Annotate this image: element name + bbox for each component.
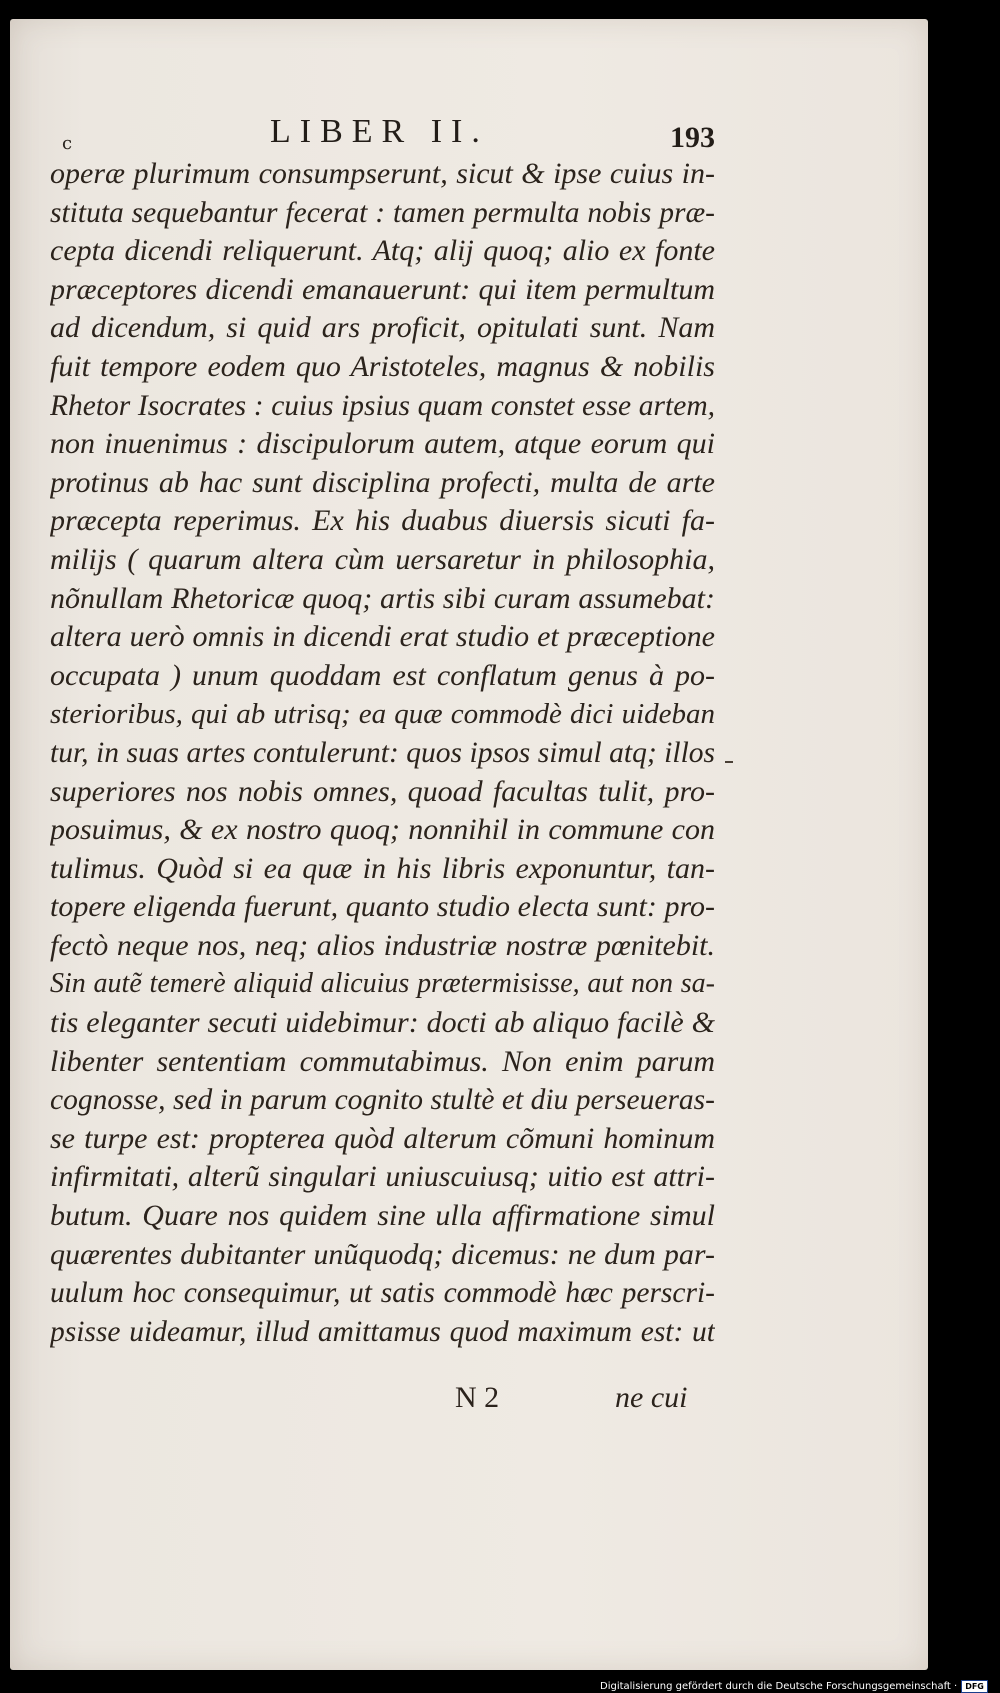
header-mark: c [62, 133, 73, 154]
text-line: milijs ( quarum altera cùm uersaretur in philosophia, [50, 542, 715, 576]
text-line: tur, in suas artes contulerunt: quos ipsos simul atq; illos [50, 736, 715, 769]
running-head: LIBER II. [270, 113, 489, 150]
text-line: ad dicendum, si quid ars proficit, opitulati sunt. Nam [50, 311, 715, 345]
signature-line [10, 1381, 928, 1421]
text-line: occupata ) unum quoddam est conflatum genus à po- [50, 658, 715, 692]
text-line: quærentes dubitanter unũquodq; dicemus: ne dum par- [50, 1237, 715, 1271]
footer-credit [600, 1679, 988, 1693]
text-line: uulum hoc consequimur, ut satis commodè hæc perscri- [50, 1277, 715, 1310]
page-header [10, 99, 928, 154]
text-line: tulimus. Quòd si ea quæ in his libris exponuntur, tan- [50, 851, 715, 885]
text-line: protinus ab hac sunt disciplina profecti, multa de arte [50, 465, 715, 499]
text-line: infirmitati, alterũ singulari uniuscuiusq; uitio est attri- [50, 1160, 715, 1194]
text-line: posuimus, & ex nostro quoq; nonnihil in commune con [50, 813, 715, 847]
text-line: tis eleganter secuti uidebimur: docti ab aliquo facilè & [50, 1006, 715, 1040]
book-page [10, 19, 928, 1670]
text-line: butum. Quare nos quidem sine ulla affirmatione simul [50, 1199, 715, 1233]
text-line: libenter sententiam commutabimus. Non enim parum [50, 1044, 715, 1078]
text-line: altera uerò omnis in dicendi erat studio et præceptione [50, 620, 715, 654]
text-line: cognosse, sed in parum cognito stultè et diu perseueras- [50, 1084, 715, 1117]
folio-number: 193 [670, 121, 715, 154]
text-line: psisse uideamur, illud amittamus quod maximum est: ut [50, 1315, 715, 1348]
text-line: nõnullam Rhetoricæ quoq; artis sibi curam assumebat: [50, 581, 715, 615]
margin-mark [725, 761, 733, 763]
text-line: præceptores dicendi emanauerunt: qui item permultum [50, 272, 715, 306]
catchword: ne cui [615, 1381, 688, 1414]
text-line: sterioribus, qui ab utrisq; ea quæ commodè dici uideban [50, 698, 715, 731]
dfg-logo[interactable]: DFG [961, 1680, 988, 1693]
signature-mark: N 2 [455, 1381, 500, 1414]
text-line: fuit tempore eodem quo Aristoteles, magnus & nobilis [50, 349, 715, 383]
footer-text: Digitalisierung gefördert durch die Deutsche Forschungsgemeinschaft · [600, 1680, 958, 1692]
text-line: præcepta reperimus. Ex his duabus diuersis sicuti fa- [50, 504, 715, 538]
text-line: fectò neque nos, neq; alios industriæ nostræ pœnitebit. [50, 928, 715, 962]
text-line: stituta sequebantur fecerat : tamen permulta nobis præ- [50, 196, 715, 229]
text-line: superiores nos nobis omnes, quoad facultas tulit, pro- [50, 774, 715, 808]
text-line: cepta dicendi reliquerunt. Atq; alij quoq; alio ex fonte [50, 234, 715, 268]
body-text [50, 155, 715, 1351]
text-line: Rhetor Isocrates : cuius ipsius quam constet esse artem, [50, 389, 715, 422]
text-line: topere eligenda fuerunt, quanto studio electa sunt: pro- [50, 890, 715, 924]
text-line: non inuenimus : discipulorum autem, atque eorum qui [50, 427, 715, 461]
text-line: se turpe est: propterea quòd alterum cõmuni hominum [50, 1121, 715, 1155]
text-line: operæ plurimum consumpserunt, sicut & ipse cuius in- [50, 157, 715, 190]
text-line: Sin autẽ temerè aliquid alicuius prætermisisse, aut non sa- [50, 968, 715, 1000]
